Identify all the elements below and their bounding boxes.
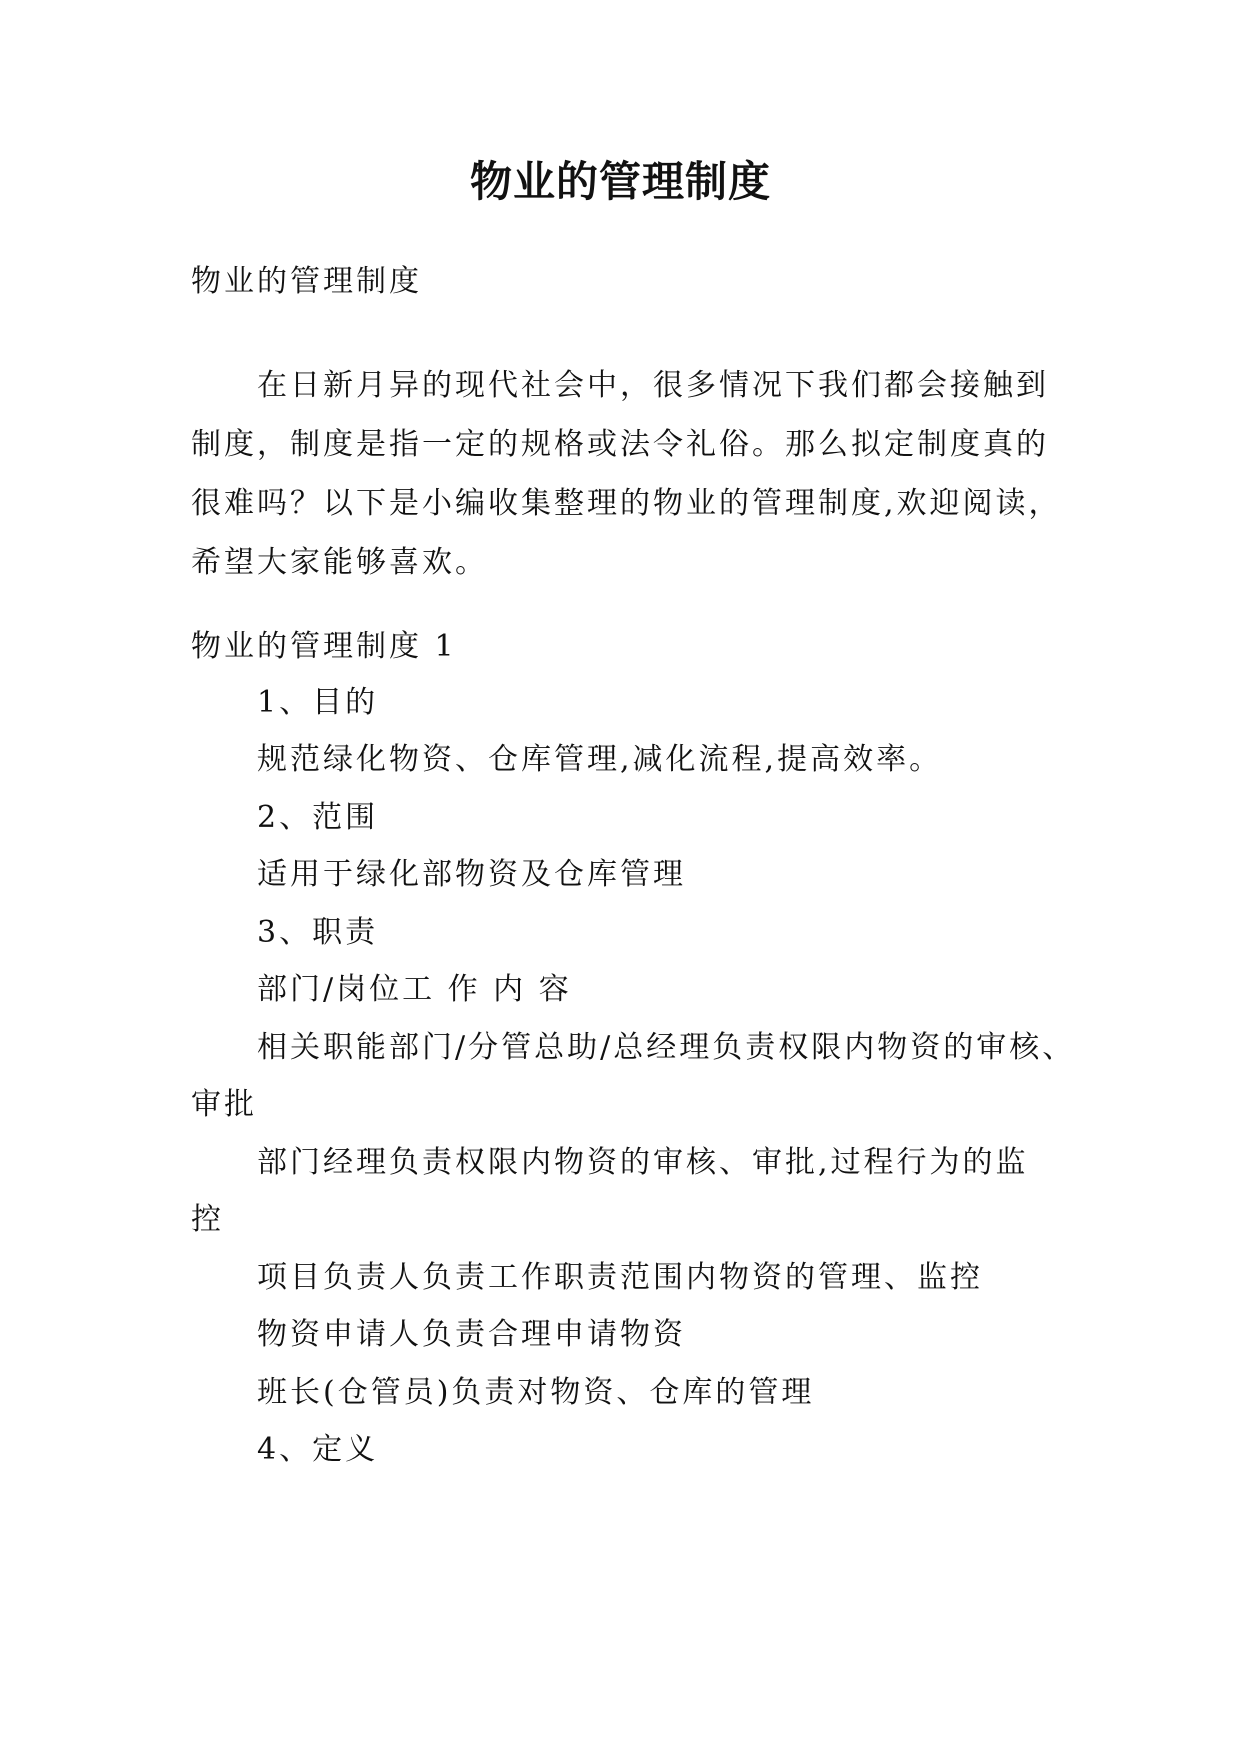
duty-line-1-continued: 审批: [191, 1087, 257, 1122]
duty-line-4: 物资申请人负责合理申请物资: [257, 1317, 686, 1352]
duty-line-2-continued: 控: [191, 1202, 224, 1237]
duty-line-5: 班长(仓管员)负责对物资、仓库的管理: [257, 1375, 815, 1410]
document-subtitle: 物业的管理制度: [191, 264, 422, 299]
scope-heading: 2、范围: [257, 800, 379, 835]
purpose-text: 规范绿化物资、仓库管理,减化流程,提高效率。: [257, 742, 943, 777]
document-title: 物业的管理制度: [469, 157, 771, 206]
intro-paragraph: 在日新月异的现代社会中，很多情况下我们都会接触到制度，制度是指一定的规格或法令礼俗。那么拟定制度真的很难吗？以下是小编收集整理的物业的管理制度,欢迎阅读，希望大家能够喜欢。: [191, 368, 1062, 580]
purpose-heading: 1、目的: [257, 685, 379, 720]
duty-line-1: 相关职能部门/分管总助/总经理负责权限内物资的审核、: [257, 1030, 1076, 1065]
duty-line-3: 项目负责人负责工作职责范围内物资的管理、监控: [257, 1260, 983, 1295]
duty-heading: 3、职责: [257, 915, 379, 950]
duty-line-2: 部门经理负责权限内物资的审核、审批,过程行为的监: [257, 1145, 1029, 1180]
section-title: 物业的管理制度 1: [191, 629, 457, 664]
definition-heading: 4、定义: [257, 1432, 379, 1467]
duty-table-header: 部门/岗位工 作 内 容: [257, 972, 572, 1007]
scope-text: 适用于绿化部物资及仓库管理: [257, 857, 686, 892]
